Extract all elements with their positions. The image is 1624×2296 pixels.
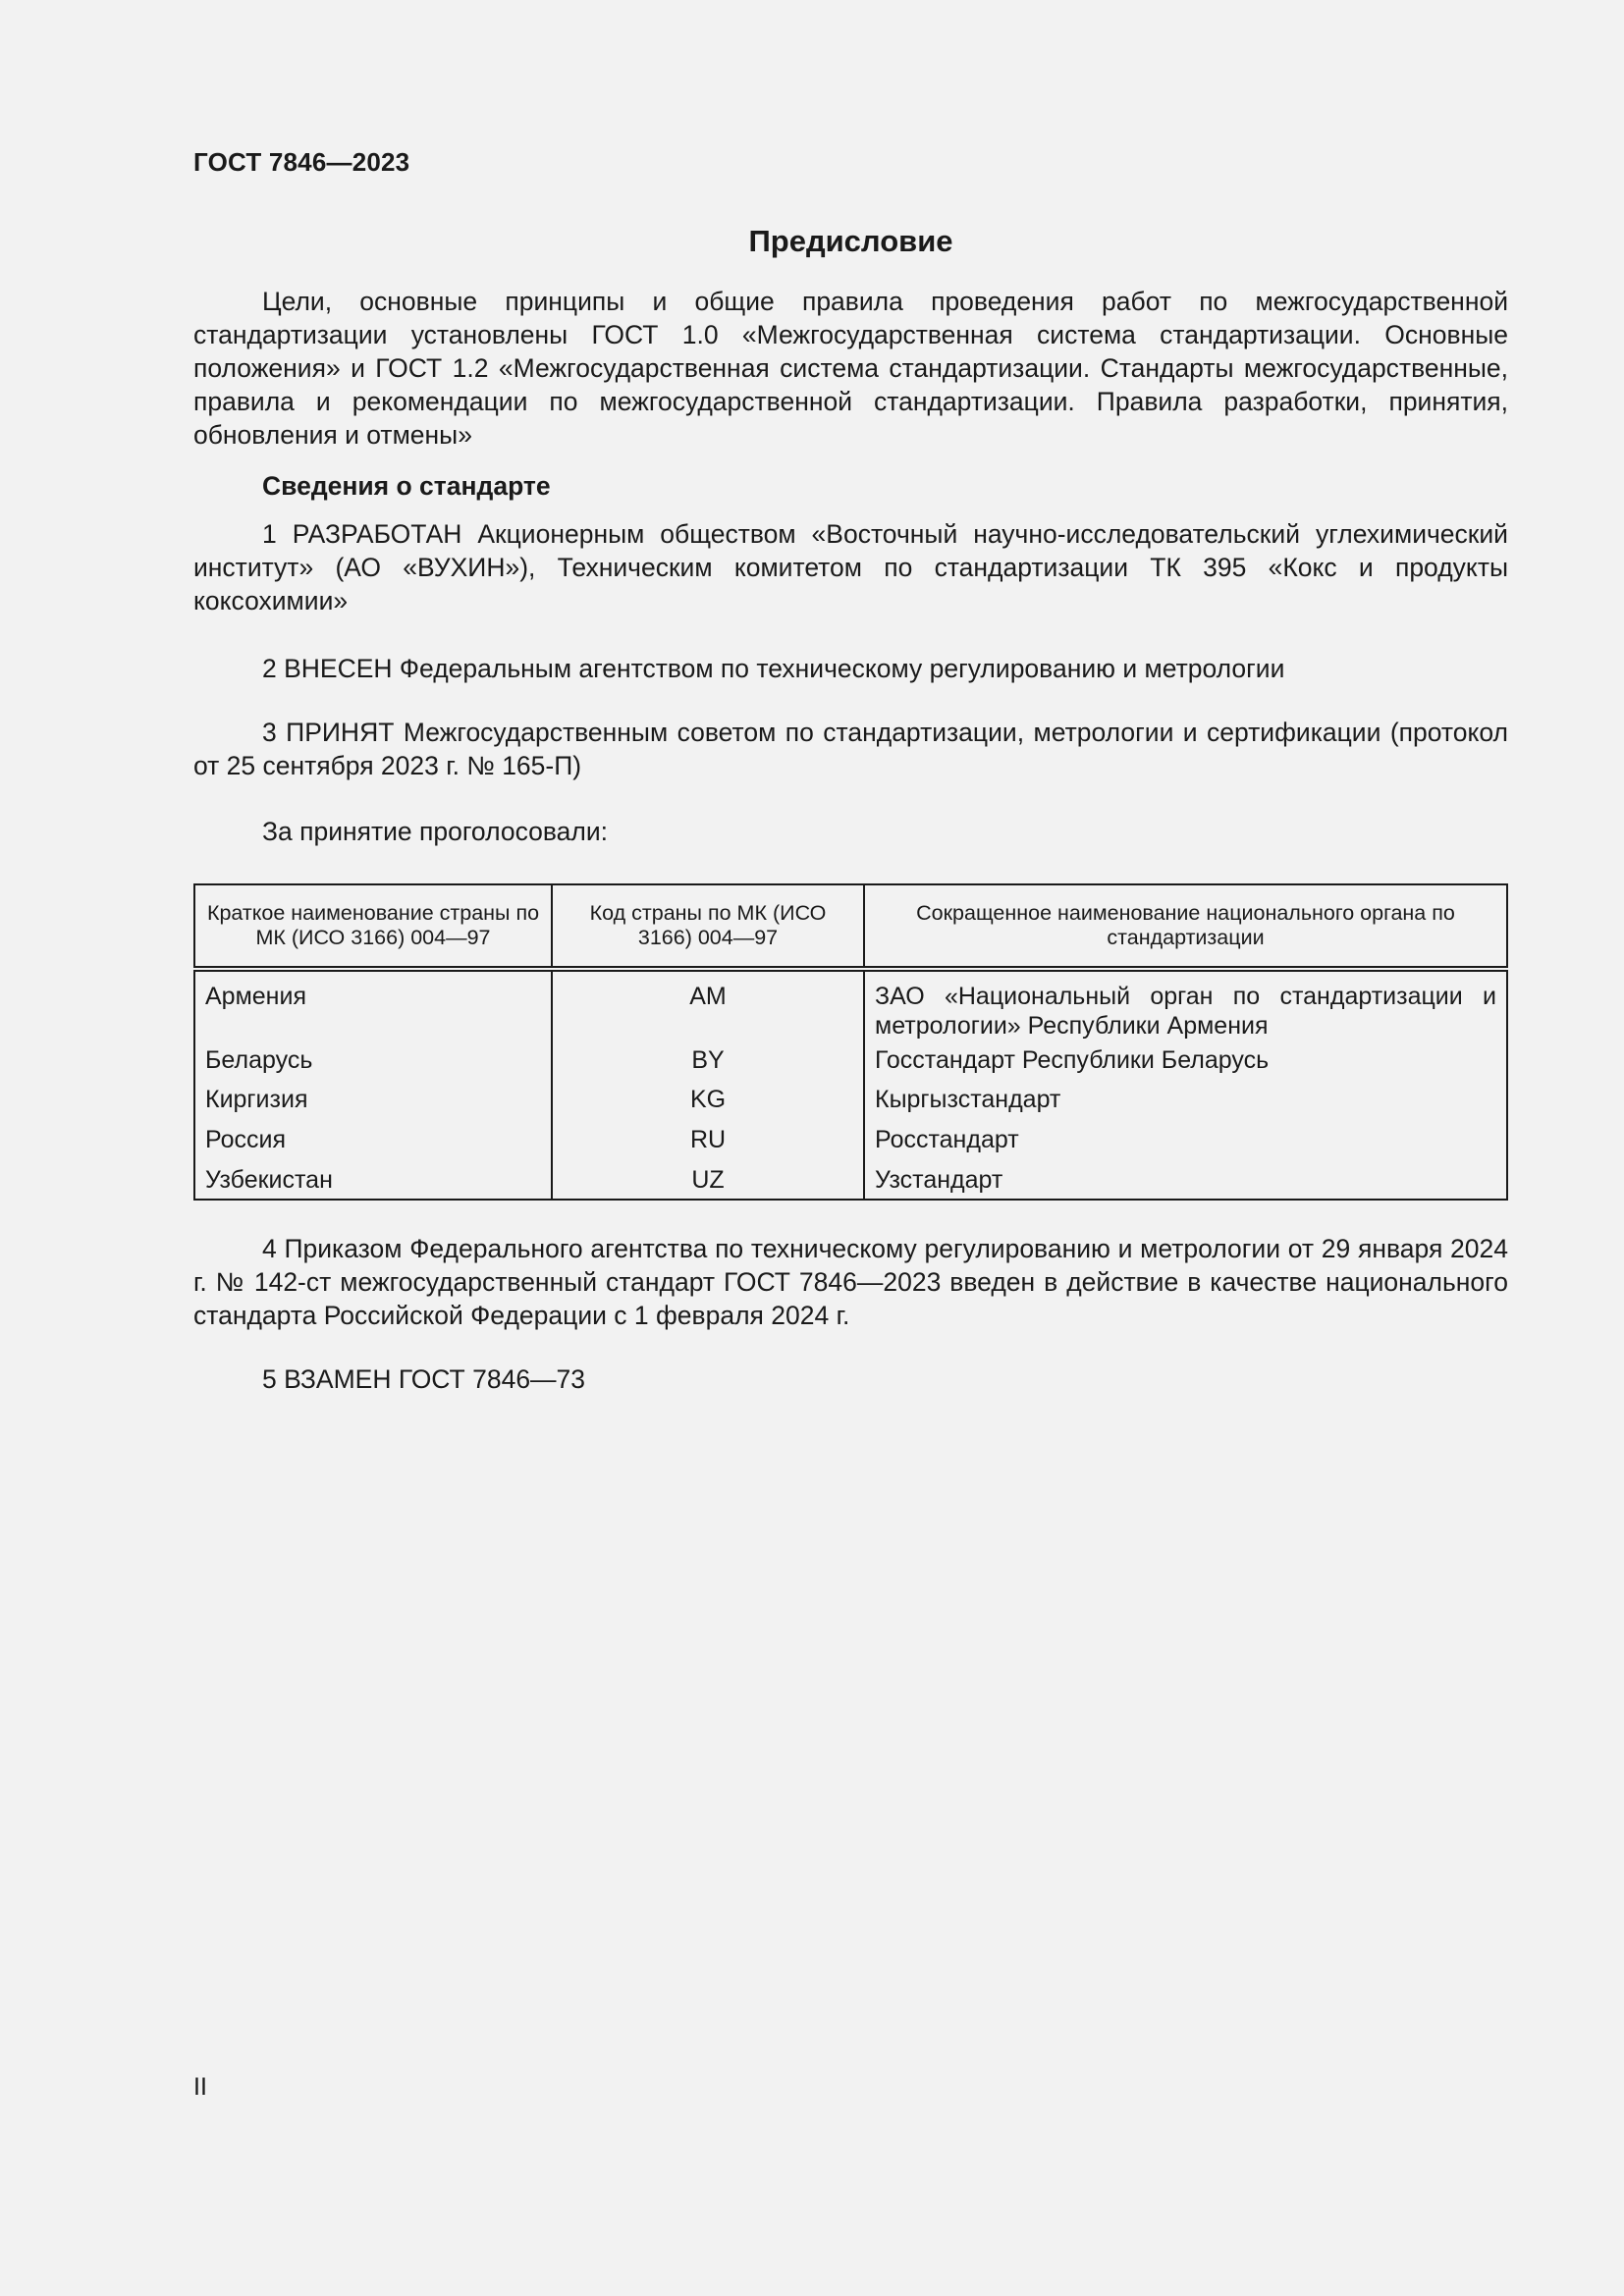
section-subheading: Сведения о стандарте — [262, 471, 551, 501]
document-code-header: ГОСТ 7846—2023 — [193, 147, 410, 177]
table-row — [194, 1162, 1507, 1200]
table-row — [194, 969, 1507, 1042]
body-cell: Росстандарт — [875, 1126, 1019, 1153]
body-cell: Кыргызстандарт — [875, 1086, 1061, 1113]
intro-paragraph: Цели, основные принципы и общие правила проведения работ по межгосударственной стандартизации установлены ГОСТ 1.0 «Межгосударственная система стандартизации. Основные положения» и ГОСТ 1.2 «Межгосударственная система стандартизации. Стандарты межгосударственные, правила и рекомендации по межгосударственной стандартизации. Правила разработки, принятия, обновления и отмены» — [193, 287, 1508, 450]
table-row — [194, 1082, 1507, 1122]
page-number: II — [193, 2073, 207, 2101]
item-2-introduced: 2 ВНЕСЕН Федеральным агентством по техническому регулированию и метрологии — [262, 654, 1285, 683]
table-row — [194, 1122, 1507, 1162]
country-cell: Армения — [194, 969, 552, 1042]
item-4-enacted: 4 Приказом Федерального агентства по техническому регулированию и метрологии от 29 января 2024 г. № 142-ст межгосударственный стандарт ГОСТ 7846—2023 введен в действие в качестве национального стандарта Российской Федерации с 1 февраля 2024 г. — [193, 1234, 1508, 1330]
code-cell: BY — [552, 1042, 864, 1082]
body-cell: Госстандарт Республики Беларусь — [875, 1046, 1270, 1074]
item-5-replaces: 5 ВЗАМЕН ГОСТ 7846—73 — [262, 1364, 586, 1394]
item-3-adopted: 3 ПРИНЯТ Межгосударственным советом по стандартизации, метрологии и сертификации (протокол от 25 сентября 2023 г. № 165-П) — [193, 718, 1508, 780]
body-cell: Узстандарт — [875, 1166, 1003, 1194]
code-cell: KG — [552, 1082, 864, 1122]
item-1-developed: 1 РАЗРАБОТАН Акционерным обществом «Восточный научно-исследовательский углехимический институт» (АО «ВУХИН»), Техническим комитетом по стандартизации ТК 395 «Кокс и продукты коксохимии» — [193, 519, 1508, 615]
country-cell: Россия — [194, 1122, 552, 1162]
country-cell: Беларусь — [194, 1042, 552, 1082]
country-cell: Киргизия — [194, 1082, 552, 1122]
voted-label: За принятие проголосовали: — [262, 817, 609, 846]
table-row — [194, 1042, 1507, 1082]
column-header-code: Код страны по МК (ИСО 3166) 004—97 — [552, 884, 864, 969]
body-cell: ЗАО «Национальный орган по стандартизации и метрологии» Республики Армения — [875, 983, 1496, 1040]
table-header-row — [194, 884, 1507, 969]
code-cell: UZ — [552, 1162, 864, 1200]
column-header-country: Краткое наименование страны по МК (ИСО 3166) 004—97 — [194, 884, 552, 969]
column-header-body: Сокращенное наименование национального органа по стандартизации — [864, 884, 1507, 969]
page-title: Предисловие — [748, 224, 953, 258]
code-cell: RU — [552, 1122, 864, 1162]
code-cell: AM — [552, 969, 864, 1042]
voting-countries-table — [193, 883, 1508, 1201]
country-cell: Узбекистан — [194, 1162, 552, 1200]
